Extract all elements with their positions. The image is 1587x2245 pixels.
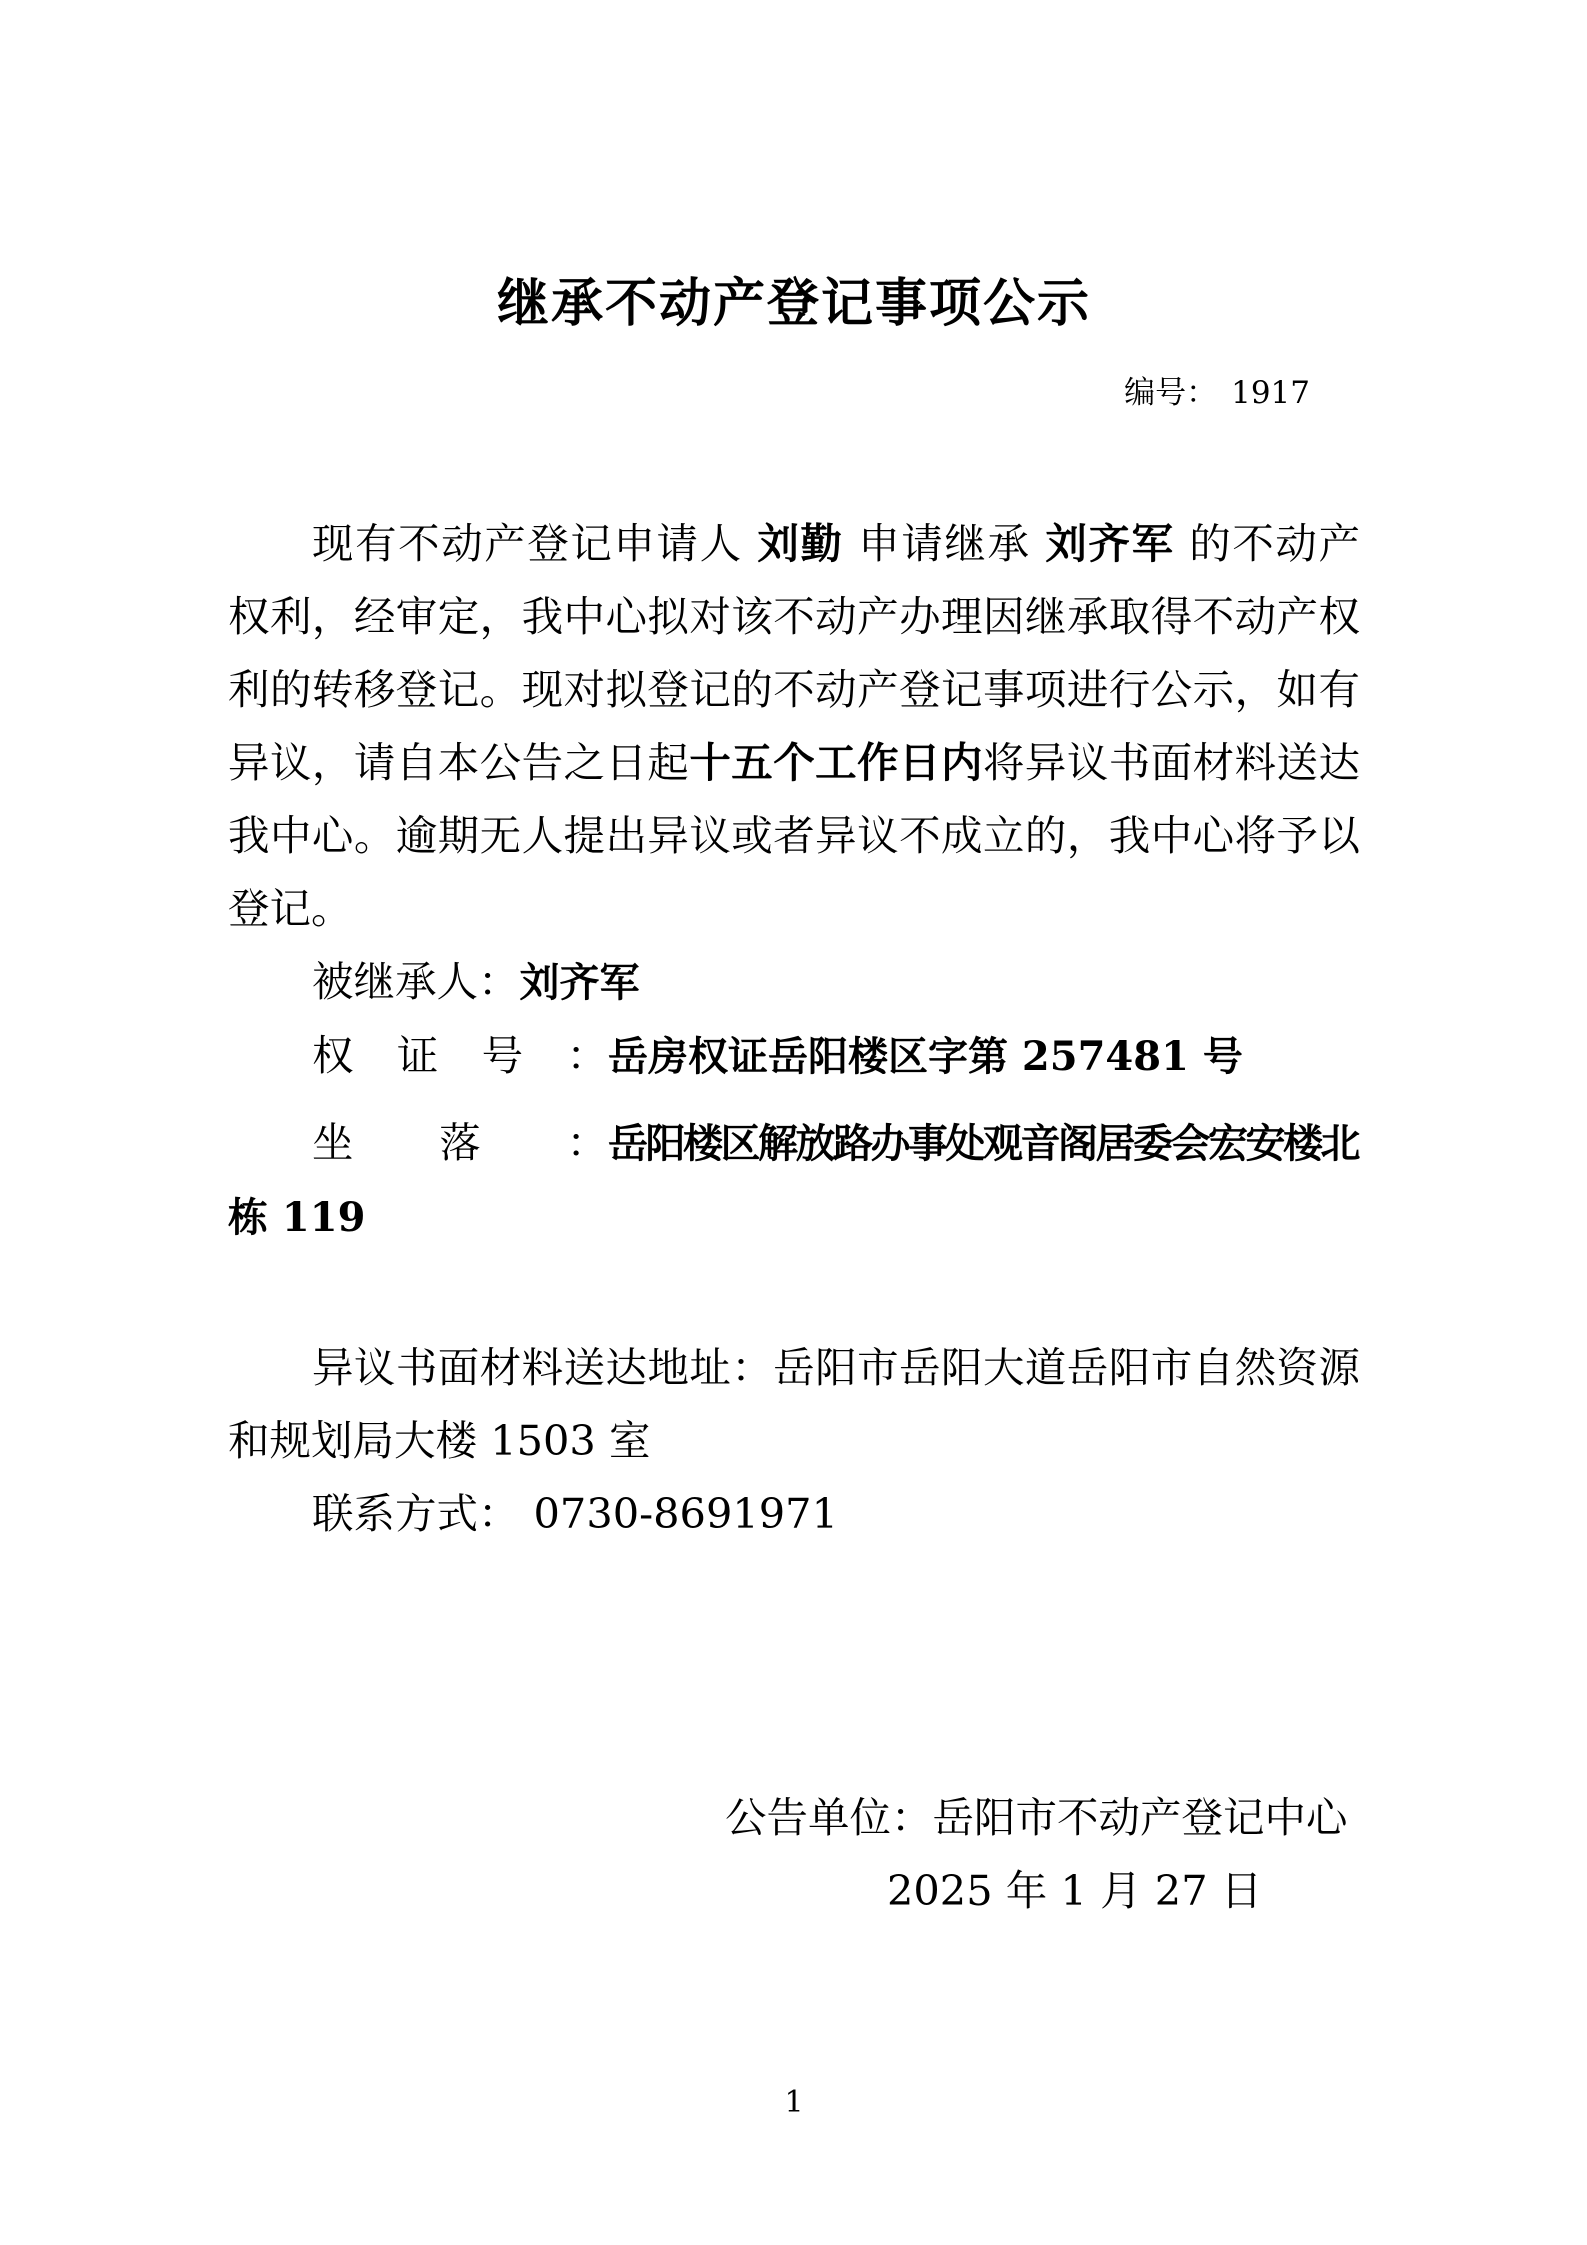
deadline-emphasis: 十五个工作日内 [689, 738, 983, 787]
issuer-line [228, 1781, 1360, 1854]
issuer-label: 公告单位： [725, 1793, 933, 1842]
paragraph-text: 的不动产 [1174, 519, 1360, 568]
location-field-label: 坐落： [312, 1118, 608, 1167]
paragraph-line-5: 我中心。逾期无人提出异议或者异议不成立的，我中心将予以 [228, 811, 1360, 860]
objection-address-line-1: 异议书面材料送达地址：岳阳市岳阳大道岳阳市自然资源 [312, 1343, 1360, 1392]
issuer-name: 岳阳市不动产登记中心 [932, 1793, 1348, 1842]
location-field-value: 栋 119 [228, 1194, 366, 1241]
doc-number [228, 373, 1360, 413]
heir-field-value: 刘齐军 [519, 959, 640, 1006]
heir-field-label: 被继承人： [312, 957, 520, 1006]
paragraph-line-3: 利的转移登记。现对拟登记的不动产登记事项进行公示，如有 [228, 665, 1360, 714]
date-line: 2025 年 1 月 27 日 [887, 1866, 1263, 1915]
paragraph-line-4 [228, 726, 1360, 799]
document-content [228, 272, 1360, 2123]
location-field-value: 岳阳楼区解放路办事处观音阁居委会宏安楼北 [608, 1120, 1358, 1167]
heir-field [228, 945, 1360, 1019]
contact-field-label: 联系方式： [312, 1489, 520, 1538]
paragraph-text: 现有不动产登记申请人 [312, 519, 758, 568]
certificate-field [228, 1019, 1360, 1093]
decedent-name: 刘齐军 [1045, 519, 1175, 568]
location-field-continued [228, 1180, 1360, 1254]
paragraph-line-6: 登记。 [228, 884, 353, 933]
doc-number-value: 1917 [1231, 375, 1310, 411]
contact-field-value: 0730-8691971 [533, 1489, 838, 1538]
vertical-spacer [228, 1254, 1360, 1331]
page-number: 1 [784, 2085, 804, 2120]
certificate-field-value: 岳房权证岳阳楼区字第 257481 号 [608, 1033, 1243, 1080]
paragraph-line-1 [228, 507, 1360, 580]
certificate-field-label: 权证号： [312, 1031, 608, 1080]
paragraph-text: 将异议书面材料送达 [982, 738, 1360, 787]
page-title: 继承不动产登记事项公示 [496, 274, 1091, 334]
applicant-name: 刘勤 [757, 519, 844, 568]
vertical-spacer [228, 1550, 1360, 1781]
paragraph-text: 异议，请自本公告之日起 [228, 738, 690, 787]
paragraph-line-2: 权利，经审定，我中心拟对该不动产办理因继承取得不动产权 [228, 592, 1360, 641]
paragraph-text: 申请继承 [843, 519, 1046, 568]
location-field [228, 1106, 1360, 1180]
objection-address-line-2: 和规划局大楼 1503 室 [228, 1416, 651, 1465]
doc-number-label: 编号： [1124, 375, 1218, 411]
contact-field [228, 1477, 1360, 1550]
